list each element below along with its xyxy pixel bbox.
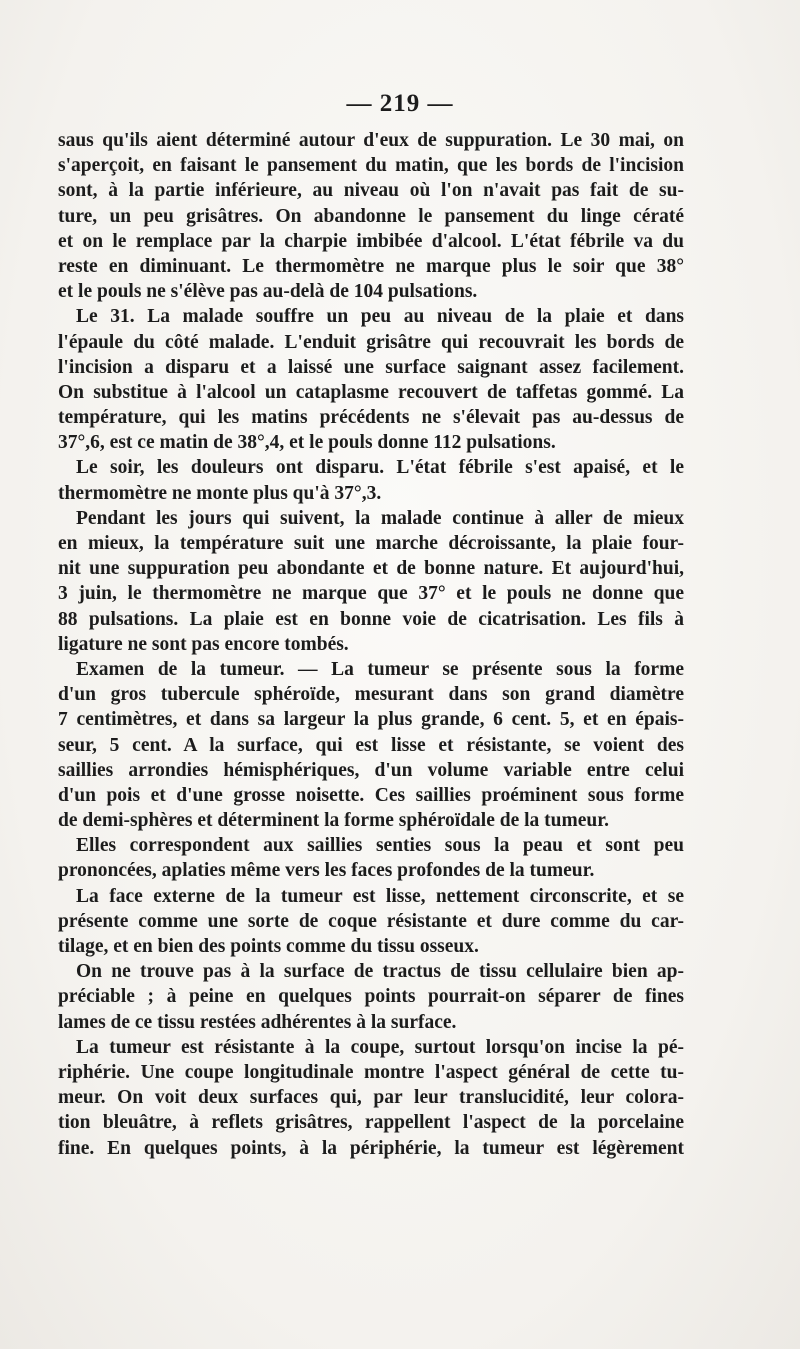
text-line: Pendant les jours qui suivent, la malade continue à aller de mieux xyxy=(76,507,684,529)
text-line: La face externe de la tumeur est lisse, nettement circonscrite, et se xyxy=(76,885,684,907)
text-line: Le soir, les douleurs ont disparu. L'état fébrile s'est apaisé, et le xyxy=(76,457,684,479)
text-line: Le 31. La malade souffre un peu au niveau de la plaie et dans xyxy=(76,306,684,328)
text-line: Elles correspondent aux saillies senties sous la peau et sont peu xyxy=(76,835,684,857)
text-line: 88 pulsations. La plaie est en bonne voie de cicatrisation. Les fils à xyxy=(58,608,684,630)
text-line: et le pouls ne s'élève pas au-delà de 104 pulsations. xyxy=(58,281,478,303)
text-line: nit une suppuration peu abondante et de bonne nature. Et aujourd'hui, xyxy=(58,558,684,580)
text-line: La tumeur est résistante à la coupe, surtout lorsqu'on incise la pé- xyxy=(76,1036,684,1058)
text-line: saus qu'ils aient déterminé autour d'eux de suppuration. Le 30 mai, on xyxy=(58,130,684,151)
text-line: d'un gros tubercule sphéroïde, mesurant dans son grand diamètre xyxy=(58,684,684,706)
text-line: ture, un peu grisâtres. On abandonne le pansement du linge cératé xyxy=(58,205,684,227)
text-line: ligature ne sont pas encore tombés. xyxy=(58,633,349,655)
text-line: saillies arrondies hémisphériques, d'un volume variable entre celui xyxy=(58,759,684,781)
body-text xyxy=(58,128,684,1161)
text-line: lames de ce tissu restées adhérentes à la surface. xyxy=(58,1011,457,1033)
text-line: meur. On voit deux surfaces qui, par leur translucidité, leur colora- xyxy=(58,1087,684,1109)
page-number: — 219 — xyxy=(346,90,454,117)
text-line: et on le remplace par la charpie imbibée d'alcool. L'état fébrile va du xyxy=(58,230,684,252)
text-line: On substitue à l'alcool un cataplasme recouvert de taffetas gommé. La xyxy=(58,381,684,403)
text-line: fine. En quelques points, à la périphérie, la tumeur est légèrement xyxy=(58,1137,684,1159)
text-line: reste en diminuant. Le thermomètre ne marque plus le soir que 38° xyxy=(58,255,684,277)
text-line: l'incision a disparu et a laissé une surface saignant assez facilement. xyxy=(58,356,684,378)
text-line: préciable ; à peine en quelques points pourrait-on séparer de fines xyxy=(58,986,684,1008)
text-line: de demi-sphères et déterminent la forme sphéroïdale de la tumeur. xyxy=(58,810,609,832)
text-line: température, qui les matins précédents ne s'élevait pas au-dessus de xyxy=(58,407,684,429)
text-line: Examen de la tumeur. — La tumeur se présente sous la forme xyxy=(76,658,684,680)
text-line: présente comme une sorte de coque résistante et dure comme du car- xyxy=(58,910,684,932)
text-line: tion bleuâtre, à reflets grisâtres, rappellent l'aspect de la porcelaine xyxy=(58,1112,684,1134)
text-line: thermomètre ne monte plus qu'à 37°,3. xyxy=(58,482,382,504)
text-line: l'épaule du côté malade. L'enduit grisâtre qui recouvrait les bords de xyxy=(58,331,684,353)
text-line: d'un pois et d'une grosse noisette. Ces saillies proéminent sous forme xyxy=(58,784,684,806)
text-line: riphérie. Une coupe longitudinale montre l'aspect général de cette tu- xyxy=(58,1061,684,1083)
text-line: 7 centimètres, et dans sa largeur la plus grande, 6 cent. 5, et en épais- xyxy=(58,709,684,731)
text-line: On ne trouve pas à la surface de tractus de tissu cellulaire bien ap- xyxy=(76,961,684,983)
text-line: 37°,6, est ce matin de 38°,4, et le pouls donne 112 pulsations. xyxy=(58,432,556,454)
text-line: en mieux, la température suit une marche décroissante, la plaie four- xyxy=(58,533,684,554)
text-line: prononcées, aplaties même vers les faces profondes de la tumeur. xyxy=(58,860,595,882)
text-line: tilage, et en bien des points comme du tissu osseux. xyxy=(58,936,479,957)
text-line: s'aperçoit, en faisant le pansement du matin, que les bords de l'incision xyxy=(58,155,684,177)
text-line: 3 juin, le thermomètre ne marque que 37° et le pouls ne donne que xyxy=(58,583,684,605)
text-line: sont, à la partie inférieure, au niveau où l'on n'avait pas fait de su- xyxy=(58,180,684,202)
text-line: seur, 5 cent. A la surface, qui est lisse et résistante, se voient des xyxy=(58,734,684,756)
